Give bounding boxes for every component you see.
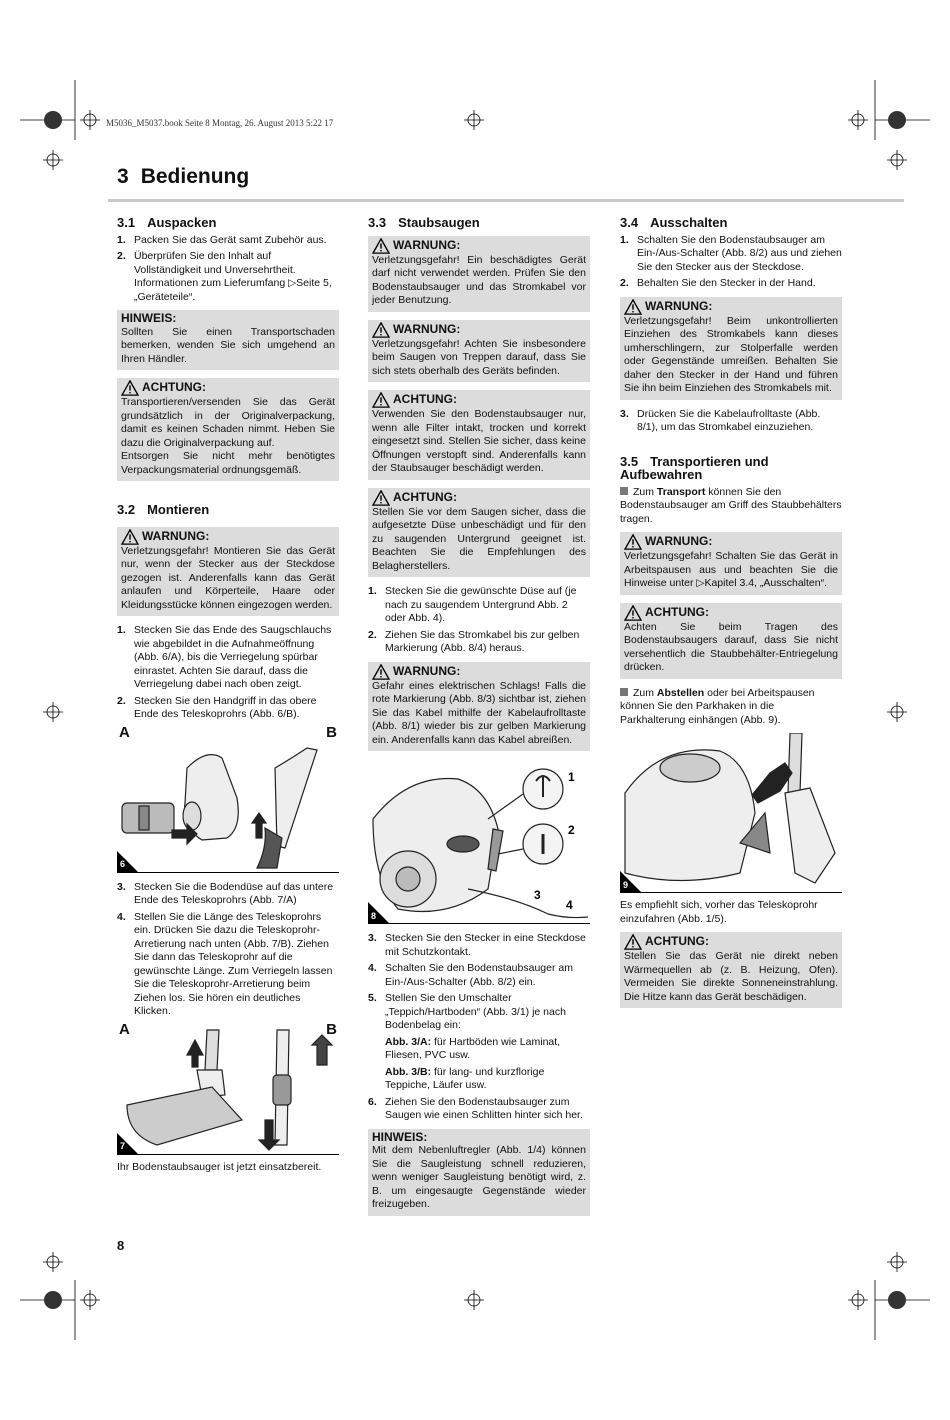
column-1 [117, 216, 339, 1174]
list-item: 2. Stecken Sie den Handgriff in das obere Ende des Teleskoprohrs (Abb. 6/B). [117, 694, 317, 720]
achtung-box: ACHTUNG: Stellen Sie das Gerät nie direkt neben Wärmequellen ab (z. B. Heizung, Ofen). Vermeiden Sie direkte Sonneneinstrahlung. Die Hitze kann das Gerät beschädigen. [620, 932, 842, 1008]
list-item: 3. Drücken Sie die Kabelaufrolltaste (Abb. 8/1), um das Stromkabel einzuziehen. [620, 407, 821, 433]
warnung-box: WARNUNG: Verletzungsgefahr! Achten Sie insbesondere beim Saugen von Treppen darauf, dass Sie sich stets oberhalb des Geräts befinden. [368, 320, 590, 383]
warning-triangle-icon [624, 934, 642, 950]
figure-8 [368, 759, 590, 924]
warning-triangle-icon [624, 605, 642, 621]
warnung-box: WARNUNG: Verletzungsgefahr! Schalten Sie das Gerät in Arbeitspausen aus und beachten Sie die Hinweise unter ▷Kapitel 3.4, „Ausschalten“. [620, 532, 842, 595]
list-item: 4. Stellen Sie die Länge des Teleskoprohrs ein. Drücken Sie dazu die Teleskoprohr-Arretierung nach unten (Abb. 7/B). Ziehen Sie dann das Teleskoprohr auf die gewünschte Länge. Zum Verriegeln lassen Sie die Teleskoprohr-Arretierung beim Ziehen los. Sie hören ein deutliches Klicken. [117, 910, 333, 1017]
list-item: 1. Stecken Sie die gewünschte Düse auf (je nach zu saugendem Untergrund Abb. 2 oder Abb. 4). [368, 585, 577, 624]
section-3-5-heading: 3.5 Transportieren und Aufbewahren [620, 453, 769, 482]
figure-label-b: B [326, 723, 337, 741]
list-item: 2. Behalten Sie den Stecker in der Hand. [620, 277, 816, 289]
callout-4: 4 [566, 898, 573, 912]
callout-2: 2 [568, 823, 575, 837]
list-item: 6. Ziehen Sie den Bodenstaubsauger zum Saugen wie einen Schlitten hinter sich her. [368, 1095, 583, 1121]
hose-handle-illustration [117, 723, 339, 873]
column-3 [620, 216, 842, 1016]
section-3-4-heading: 3.4 Ausschalten [620, 215, 728, 230]
warning-triangle-icon [372, 392, 390, 408]
warning-triangle-icon [372, 664, 390, 680]
nozzle-telescope-illustration [117, 1020, 339, 1155]
section-3-4-step-3 [620, 408, 842, 435]
list-item: 4. Schalten Sie den Bodenstaubsauger am Ein-/Aus-Schalter (Abb. 8/2) ein. [368, 962, 573, 988]
section-3-3-steps-cont [368, 932, 590, 1033]
chapter-title [117, 165, 249, 189]
achtung-box: ACHTUNG: Verwenden Sie den Bodenstaubsauger nur, wenn alle Filter intakt, trocken und korrekt eingesetzt sind. Stellen Sie sicher, dass keine Öffnungen verstopft sind. Anderenfalls kann der Staubsauger beschädigt werden. [368, 390, 590, 480]
section-3-1-steps [117, 234, 339, 305]
warning-triangle-icon [121, 529, 139, 545]
floor-type-b: Abb. 3/B: für lang- und kurzflorige Teppiche, Läufer usw. [385, 1065, 545, 1091]
warnung-box: WARNUNG: Verletzungsgefahr! Ein beschädigtes Gerät darf nicht verwendet werden. Prüfen Sie den Bodenstaubsauger und das Stromkabel vor jeder Benutzung. [368, 236, 590, 312]
figure-number: 6 [120, 859, 126, 869]
bullet-square-icon [620, 487, 628, 495]
chapter-rule [108, 199, 904, 202]
section-3-2-steps-cont [117, 881, 339, 1019]
figure-label-b: B [326, 1020, 337, 1038]
list-item: 3. Stecken Sie den Stecker in eine Steckdose mit Schutzkontakt. [368, 932, 586, 958]
list-item: 5. Stellen Sie den Umschalter „Teppich/Hartboden“ (Abb. 3/1) je nach Bodenbelag ein: [368, 992, 566, 1031]
section-3-1-heading: 3.1 Auspacken [117, 215, 217, 230]
list-item: 2. Ziehen Sie das Stromkabel bis zur gelben Markierung (Abb. 8/4) heraus. [368, 628, 580, 654]
warning-triangle-icon [372, 238, 390, 254]
floor-type-a: Abb. 3/A: für Hartböden wie Laminat, Fliesen, PVC usw. [385, 1035, 561, 1061]
achtung-box: ACHTUNG: Transportieren/versenden Sie das Gerät grundsätzlich in der Originalverpackung, damit es keinen Schaden nimmt. Heben Sie dazu die Originalverpackung auf. Entsorgen Sie nicht mehr benötigtes Verpackungsmaterial ordnungsgemäß. [117, 378, 339, 481]
chapter-name: Bedienung [140, 165, 250, 188]
vacuum-cable-illustration [368, 759, 590, 924]
parking-hook-illustration [620, 733, 842, 893]
figure-9 [620, 733, 842, 893]
section-3-3-heading: 3.3 Staubsaugen [368, 215, 480, 230]
achtung-box: ACHTUNG: Stellen Sie vor dem Saugen sicher, dass die aufgesetzte Düse unbeschädigt und für den zu saugenden Untergrund geeignet ist. Beachten Sie die Empfehlungen des Belagherstellers. [368, 488, 590, 578]
section-3-2-heading: 3.2 Montieren [117, 502, 210, 517]
section-3-2-steps [117, 624, 339, 722]
warnung-box: WARNUNG: Verletzungsgefahr! Montieren Sie das Gerät nur, wenn der Stecker aus der Steckdose gezogen ist. Anderenfalls kann das Gerät anlaufen und Körperteile, Haare oder Kleidungsstücke können eingezogen werden. [117, 527, 339, 617]
column-2 [368, 216, 590, 1224]
page-number: 8 [117, 1238, 125, 1253]
section-3-3-steps [368, 585, 590, 656]
list-item: 1. Packen Sie das Gerät samt Zubehör aus. [117, 233, 327, 246]
figure-number: 7 [120, 1141, 126, 1151]
callout-3: 3 [534, 888, 541, 902]
hinweis-box: HINWEIS: Mit dem Nebenluftregler (Abb. 1/4) können Sie die Saugleistung schnell reduzieren, wenn weniger Saugleistung benötigt wird, z. B. um eingesaugte Gegenstände wieder freizugeben. [368, 1129, 590, 1216]
figure-number: 9 [623, 879, 629, 890]
bullet-square-icon [620, 688, 628, 696]
warning-triangle-icon [372, 490, 390, 506]
section-3-3-step-6 [368, 1096, 590, 1123]
warnung-box: WARNUNG: Gefahr eines elektrischen Schlags! Falls die rote Markierung (Abb. 8/3) sichtbar ist, ziehen Sie das Kabel mithilfe der Kabelaufrolltaste (Abb. 8/1) wieder bis zur gelben Markierung ein. Anderenfalls kann das Kabel abreißen. [368, 662, 590, 752]
abstellen-text: Zum Abstellen oder bei Arbeitspausen können Sie den Parkhaken in die Parkhalterung einhängen (Abb. 9). [620, 686, 815, 726]
figure-7 [117, 1020, 339, 1155]
list-item: 1. Stecken Sie das Ende des Saugschlauchs wie abgebildet in die Aufnahmeöffnung (Abb. 6/A), bis die Verriegelung spürbar einrastet. Achten Sie darauf, dass die Verriegelung dabei nach oben zeigt. [117, 624, 332, 690]
chapter-number: 3 [117, 165, 129, 188]
figure-label-a: A [119, 723, 130, 741]
warning-triangle-icon [372, 322, 390, 338]
section-3-4-steps [620, 234, 842, 291]
achtung-box: ACHTUNG: Achten Sie beim Tragen des Bodenstaubsaugers darauf, dass Sie nicht versehentlich die Staubbehälter-Entriegelung drücken. [620, 603, 842, 679]
figure-number: 8 [371, 910, 377, 921]
transport-text: Zum Transport können Sie den Bodenstaubsauger am Griff des Staubbehälters tragen. [620, 485, 842, 525]
warning-triangle-icon [624, 534, 642, 550]
ready-text: Ihr Bodenstaubsauger ist jetzt einsatzbereit. [117, 1160, 322, 1173]
figure-label-a: A [119, 1020, 130, 1038]
warnung-box: WARNUNG: Verletzungsgefahr! Beim unkontrollierten Einziehen des Stromkabels kann dieses umherschlingern, zur Stolperfalle werden oder Gegenstände umreißen. Behalten Sie daher den Stecker in der Hand und führen Sie ihn beim Einziehen des Stromkabels mit. [620, 297, 842, 400]
empfiehlt-text: Es empfiehlt sich, vorher das Teleskoprohr einzufahren (Abb. 1/5). [620, 899, 818, 925]
list-item: 2. Überprüfen Sie den Inhalt auf Vollständigkeit und Unversehrtheit. Informationen zum Lieferumfang ▷Seite 5, „Geräteteile“. [117, 250, 332, 303]
callout-1: 1 [568, 770, 575, 784]
list-item: 3. Stecken Sie die Bodendüse auf das untere Ende des Teleskoprohrs (Abb. 7/A) [117, 880, 334, 906]
list-item: 1. Schalten Sie den Bodenstaubsauger am Ein-/Aus-Schalter (Abb. 8/2) aus und ziehen Sie den Stecker aus der Steckdose. [620, 233, 842, 273]
hinweis-box: HINWEIS: Sollten Sie einen Transportschaden bemerken, wenden Sie sich umgehend an Ihren Händler. [117, 310, 339, 370]
print-header: M5036_M5037.book Seite 8 Montag, 26. August 2013 5:22 17 [106, 118, 334, 128]
figure-6 [117, 723, 339, 873]
warning-triangle-icon [121, 380, 139, 396]
warning-triangle-icon [624, 299, 642, 315]
